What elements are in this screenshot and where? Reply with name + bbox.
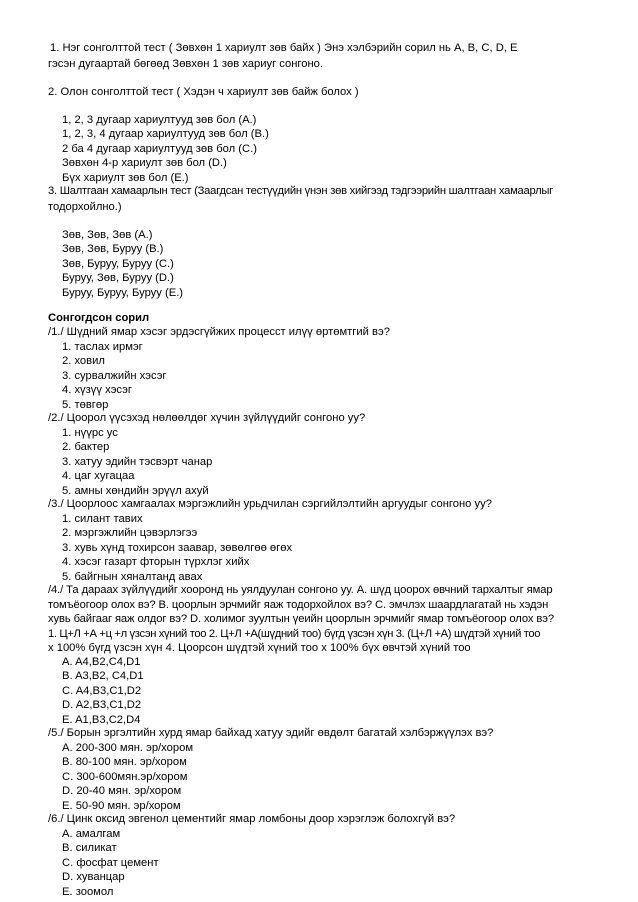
question-4-line: томъёогоор олох вэ? B. цоорлын эрчмийг яаж тодорхойлох вэ? C. эмчлэх шаардлагатай нь хэдэн bbox=[48, 598, 549, 611]
question-1-option: 1. таслах ирмэг bbox=[62, 340, 143, 353]
intro-p2-item: Зөвхөн 4-р хариулт зөв бол (D.) bbox=[62, 157, 227, 169]
question-3-option: 3. хувь хүнд тохирсон заавар, зөвөлгөө өгөх bbox=[62, 541, 293, 554]
intro-paragraph-2: 2. Олон сонголттой тест ( Хэдэн ч хариулт зөв байж болох ) bbox=[48, 85, 359, 98]
question-1-option: 5. төвгөр bbox=[62, 398, 109, 411]
question-5-option: E. 50-90 мян. эр/хором bbox=[62, 799, 181, 812]
question-2-option: 5. амны хөндийн эрүүл ахуй bbox=[62, 484, 209, 497]
question-2-option: 1. нүүрс ус bbox=[62, 426, 118, 439]
question-4-option: B. A3,B2, C4,D1 bbox=[62, 670, 144, 683]
intro-paragraph-3-line-2: тодорхойлно.) bbox=[48, 200, 122, 213]
question-6-option: A. амалгам bbox=[62, 827, 121, 840]
question-5-option: C. 300-600мян.эр/хором bbox=[62, 770, 188, 783]
question-6-option: C. фосфат цемент bbox=[62, 856, 159, 869]
question-4-line: x 100% бүгд үзсэн хүн 4. Цоорсон шүдтэй хүний тоо x 100% бүх өвчтэй хүний тоо bbox=[48, 642, 471, 655]
section-title: Сонгогдсон сорил bbox=[48, 311, 150, 324]
question-4-line: /4./ Та дараах зүйлүүдийг хооронд нь уялдуулан сонгоно уу. A. шүд цоорох өвчний тархалтыг ямар bbox=[48, 584, 553, 597]
question-4-line: 1. Ц+Л +А +ц +л үзсэн хүний тоо 2. Ц+Л +А(шүдний тоо) бүгд үзсэн хүн 3. (Ц+Л +А) шүдтэй хүний тоо bbox=[48, 627, 541, 640]
intro-paragraph-1-line-1: 1. Нэг сонголттой тест ( Зөвхөн 1 хариулт зөв байх ) Энэ хэлбэрийн сорил нь A, B, C, D, E bbox=[50, 42, 518, 54]
intro-p3-item: Буруу, Зөв, Буруу (D.) bbox=[62, 272, 174, 284]
question-6: /6./ Цинк оксид эвгенол цементийг ямар ломбоны доор хэрэглэж болохгүй вэ? bbox=[48, 813, 456, 826]
question-3-option: 5. байгнын хяналтанд авах bbox=[62, 570, 203, 583]
intro-paragraph-1-line-2: гэсэн дугаартай бөгөөд Зөвхөн 1 зөв хариуг сонгоно. bbox=[48, 57, 324, 70]
question-4-line: хувь байгааг яаж олдог вэ? D. холимог зуултын үеийн цоорлын эрчмийг ямар томъёогоор олох вэ? bbox=[48, 613, 554, 626]
question-5-option: D. 20-40 мян. эр/хором bbox=[62, 785, 182, 798]
question-3-option: 4. хэсэг газарт фторын түрхлэг хийх bbox=[62, 556, 250, 569]
question-2-option: 3. хатуу эдийн тэсвэрт чанар bbox=[62, 455, 213, 468]
intro-p2-item: Бүх хариулт зөв бол (E.) bbox=[62, 171, 189, 184]
question-1-option: 3. сурвалжийн хэсэг bbox=[62, 369, 167, 382]
intro-paragraph-3-line-1: 3. Шалтгаан хамаарлын тест (Заагдсан тестүүдийн үнэн зөв хийгээд тэдгээрийн шалтгаан хамаарлыг bbox=[48, 185, 554, 197]
question-3-option: 2. мэргэжлийн цэвэрлэгээ bbox=[62, 527, 198, 540]
question-5-option: B. 80-100 мян. эр/хором bbox=[62, 756, 187, 769]
question-5: /5./ Борын эргэлтийн хурд ямар байхад хатуу эдийг өвдөлт багатай хэлбэржүүлэх вэ? bbox=[48, 727, 494, 740]
intro-p2-item: 1, 2, 3, 4 дугаар хариултууд зөв бол (B.) bbox=[62, 128, 269, 140]
question-4-option: C. A4,B3,C1,D2 bbox=[62, 684, 142, 697]
intro-p3-item: Зөв, Зөв, Буруу (B.) bbox=[62, 243, 164, 255]
question-6-option: D. хуванцар bbox=[62, 871, 125, 884]
question-4-option: D. A2,B3,C1,D2 bbox=[62, 699, 142, 712]
question-4-option: A. A4,B2,C4,D1 bbox=[62, 655, 141, 668]
question-4-option: E. A1,B3,C2,D4 bbox=[62, 713, 141, 726]
question-2-option: 4. цаг хугацаа bbox=[62, 470, 135, 483]
question-2: /2./ Цоорол үүсэхэд нөлөөлдөг хүчин зүйлүүдийг сонгоно уу? bbox=[48, 412, 366, 425]
intro-p3-item: Зөв, Зөв, Зөв (A.) bbox=[62, 228, 153, 241]
intro-p3-item: Буруу, Буруу, Буруу (E.) bbox=[62, 286, 184, 299]
question-1-option: 2. ховил bbox=[62, 355, 105, 368]
question-6-option: B. силикат bbox=[62, 842, 117, 855]
intro-p2-item: 2 ба 4 дугаар хариултууд зөв бол (C.) bbox=[62, 142, 257, 155]
question-3: /3./ Цоорлоос хамгаалах мэргэжлийн урьдчилан сэргийлэлтийн аргуудыг сонгоно уу? bbox=[48, 498, 492, 511]
question-5-option: A. 200-300 мян. эр/хором bbox=[62, 741, 194, 754]
question-1-option: 4. хүзүү хэсэг bbox=[62, 384, 132, 397]
question-2-option: 2. бактер bbox=[62, 441, 110, 454]
intro-p2-item: 1, 2, 3 дугаар хариултууд зөв бол (A.) bbox=[62, 113, 257, 126]
question-1: /1./ Шүдний ямар хэсэг эрдэсгүйжих процесст илүү өртөмтгий вэ? bbox=[48, 326, 390, 339]
intro-p3-item: Зөв, Буруу, Буруу (C.) bbox=[62, 257, 174, 270]
question-3-option: 1. силант тавих bbox=[62, 512, 143, 525]
question-6-option: E. зоомол bbox=[62, 885, 114, 898]
